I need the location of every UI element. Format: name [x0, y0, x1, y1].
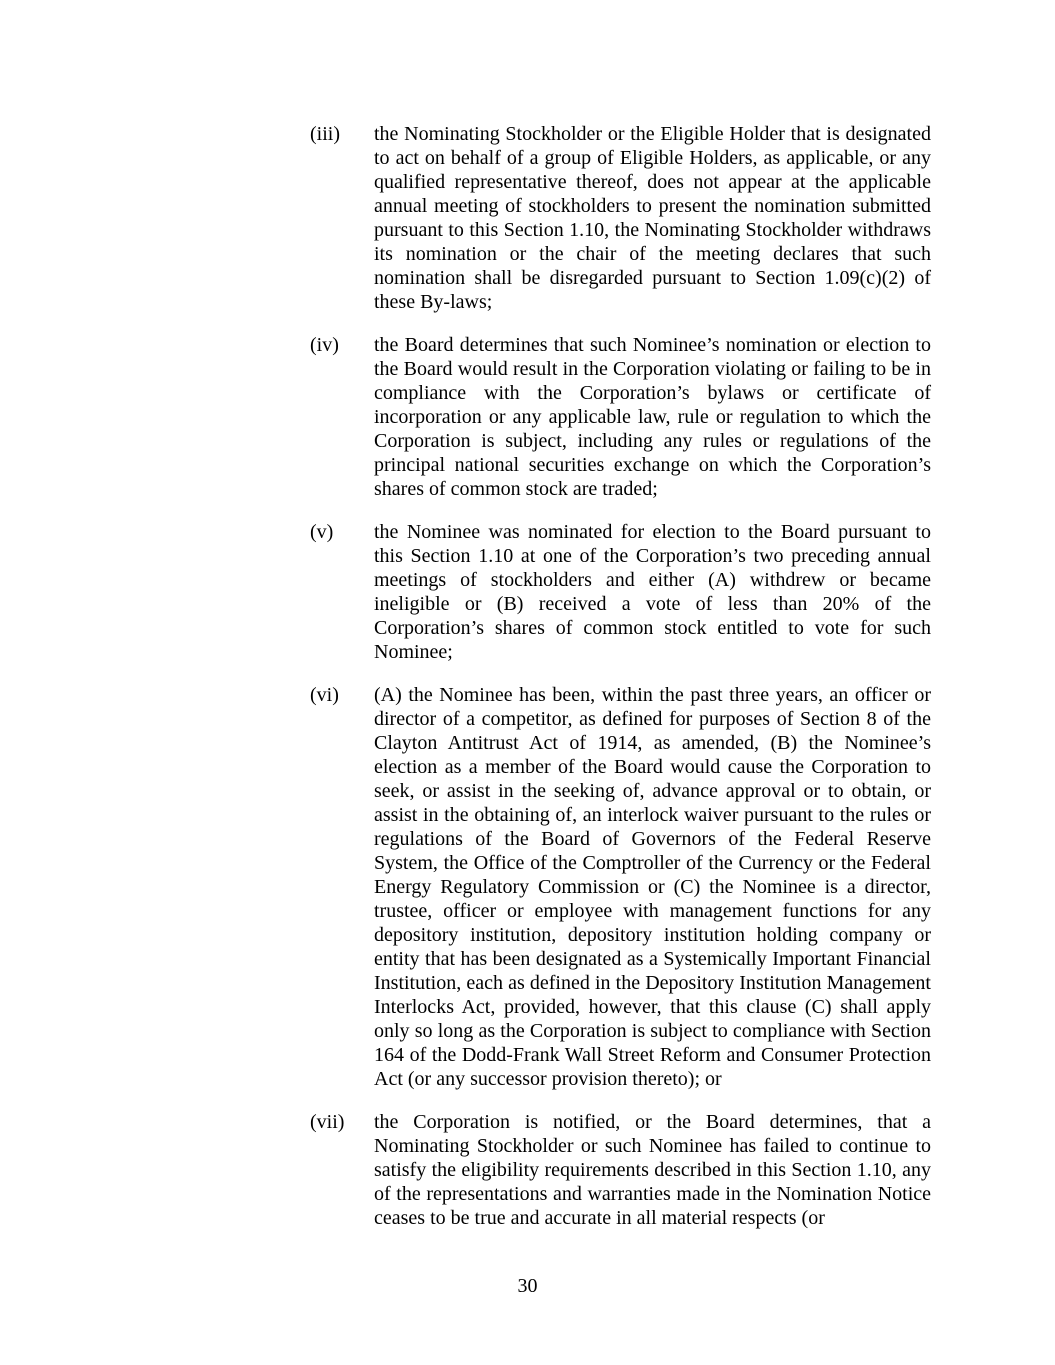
list-item-text: (A) the Nominee has been, within the past three years, an officer or director of a competitor, as defined for purposes of Section 8 of the Clayton Antitrust Act of 1914, as amended, (B) the Nominee’s election as a member of the Board would cause the Corporation to seek, or assist in the seeking of, advance approval or to obtain, or assist in the obtaining of, an interlock waiver pursuant to the rules or regulations of the Board of Governors of the Federal Reserve System, the Office of the Comptroller of the Currency or the Federal Energy Regulatory Commission or (C) the Nominee is a director, trustee, officer or employee with management functions for any depository institution, depository institution holding company or entity that has been designated as a Systemically Important Financial Institution, each as defined in the Depository Institution Management Interlocks Act, provided, however, that this clause (C) shall apply only so long as the Corporation is subject to compliance with Section 164 of the Dodd-Frank Wall Street Reform and Consumer Protection Act (or any successor provision thereto); or	[374, 684, 931, 1090]
list-item	[310, 333, 931, 501]
list-item-text: the Nominating Stockholder or the Eligible Holder that is designated to act on behalf of a group of Eligible Holders, as applicable, or any qualified representative thereof, does not appear at the applicable annual meeting of stockholders to present the nomination submitted pursuant to this Section 1.10, the Nominating Stockholder withdraws its nomination or the chair of the meeting declares that such nomination shall be disregarded pursuant to Section 1.09(c)(2) of these By-laws;	[374, 123, 931, 313]
list-item-marker: (iv)	[310, 334, 339, 356]
list-item-text: the Board determines that such Nominee’s nomination or election to the Board would result in the Corporation violating or failing to be in compliance with the Corporation’s bylaws or certificate of incorporation or any applicable law, rule or regulation to which the Corporation is subject, including any rules or regulations of the principal national securities exchange on which the Corporation’s shares of common stock are traded;	[374, 334, 931, 500]
list-item-text: the Corporation is notified, or the Board determines, that a Nominating Stockholder or such Nominee has failed to continue to satisfy the eligibility requirements described in this Section 1.10, any of the representations and warranties made in the Nomination Notice ceases to be true and accurate in all material respects (or	[374, 1111, 931, 1229]
list-item	[310, 683, 931, 1091]
list-item-marker: (iii)	[310, 123, 340, 145]
list-item-text: the Nominee was nominated for election to the Board pursuant to this Section 1.10 at one of the Corporation’s two preceding annual meetings of stockholders and either (A) withdrew or became ineligible or (B) received a vote of less than 20% of the Corporation’s shares of common stock entitled to vote for such Nominee;	[374, 521, 931, 663]
page-number: 30	[517, 1275, 538, 1297]
list-item-marker: (vii)	[310, 1111, 345, 1133]
bylaws-clause-list	[310, 122, 931, 1249]
list-item	[310, 1110, 931, 1230]
list-item	[310, 520, 931, 664]
list-item	[310, 122, 931, 314]
list-item-marker: (vi)	[310, 684, 339, 706]
list-item-marker: (v)	[310, 521, 334, 543]
